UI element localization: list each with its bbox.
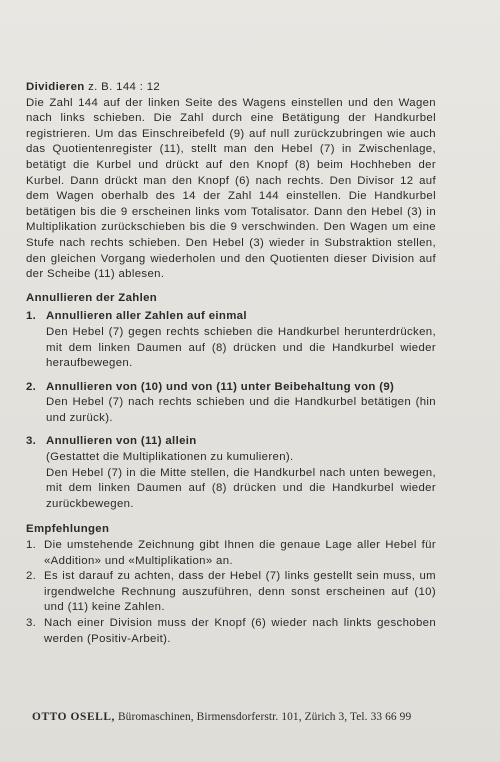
recommend-item-text: Die umstehende Zeichnung gibt Ihnen die genaue Lage aller Hebel für «Addition» und «Multiplikation» an. — [44, 539, 436, 567]
recommend-item — [26, 538, 436, 569]
divide-example: z. B. 144 : 12 — [88, 81, 161, 93]
recommend-item-number: 3. — [26, 617, 37, 629]
annul-item-body — [46, 434, 436, 512]
section-divide — [26, 80, 436, 283]
divide-text: Die Zahl 144 auf der linken Seite des Wagens einstellen und den Wagen nach links schieben. Die Zahl durch eine Betätigung der Handkurbel registrieren. Um das Einschreibefeld (9) auf null zurückzubringen wie auch das Quotientenregister (11), stellt man den Hebel (7) in Zwischenlage, betätigt die Kurbel und drückt auf den Knopf (8) beim Hochheben der Kurbel. Dann drückt man den Knopf (6) nach rechts. Den Divisor 12 auf dem Wagen oberhalb des 14 der Zahl 144 einstellen. Die Handkurbel betätigen bis die 9 erscheinen links vom Totalisator. Dann den Hebel (3) in Multiplikation zurückschieben bis die 9 verschwinden. Den Wagen um eine Stufe nach rechts schieben. Den Hebel (3) wieder in Substraktion stellen, den gleichen Vorgang wiederholen und den Quotienten dieser Division auf der Scheibe (11) ablesen. — [26, 96, 436, 281]
recommend-item — [26, 616, 436, 647]
annul-item-body — [46, 380, 436, 427]
section-annul — [26, 291, 436, 513]
annul-item-title: Annullieren von (11) allein — [46, 435, 197, 448]
annul-item — [26, 309, 436, 371]
annul-item-body — [46, 309, 436, 371]
annul-item — [26, 434, 436, 512]
divide-paragraph — [26, 80, 436, 283]
recommend-item-number: 2. — [26, 570, 37, 583]
annul-item-number: 1. — [26, 310, 37, 323]
footer-address: Büromaschinen, Birmensdorferstr. 101, Zürich 3, Tel. 33 66 99 — [115, 711, 412, 723]
annul-item-number: 2. — [26, 380, 37, 393]
recommend-item-text: Es ist darauf zu achten, dass der Hebel (7) links gestellt sein muss, um irgendwelche Rechnung auszuführen, denn sonst erscheinen auf (10) und (11) keine Zahlen. — [44, 570, 436, 614]
annul-item-text: Den Hebel (7) gegen rechts schieben die Handkurbel herunterdrücken, mit dem linken Daumen auf (8) drücken und die Handkurbel wieder heraufbewegen. — [46, 325, 436, 370]
annul-item-title: Annullieren aller Zahlen auf einmal — [46, 310, 247, 323]
annul-list — [26, 309, 436, 512]
annul-item-text-2: Den Hebel (7) in die Mitte stellen, die Handkurbel nach unten bewegen, mit dem linken Daumen auf (8) drücken und die Handkurbel wieder zurückbewegen. — [46, 466, 436, 510]
annul-heading: Annullieren der Zahlen — [26, 291, 158, 304]
recommend-item — [26, 569, 436, 616]
recommend-item-number: 1. — [26, 539, 37, 552]
divide-heading: Dividieren — [26, 81, 85, 93]
annul-item-number: 3. — [26, 435, 37, 448]
recommend-list — [26, 538, 436, 647]
annul-item-title: Annullieren von (10) und von (11) unter Beibehaltung von (9) — [46, 380, 395, 393]
annul-item — [26, 380, 436, 427]
annul-item-text: (Gestattet die Multiplikationen zu kumulieren). — [46, 451, 294, 464]
section-recommend — [26, 522, 436, 647]
document-body — [26, 80, 436, 647]
recommend-heading: Empfehlungen — [26, 523, 110, 536]
recommend-item-text: Nach einer Division muss der Knopf (6) wieder nach linkts geschoben werden (Positiv-Arbeit). — [44, 617, 436, 645]
footer-company-name: OTTO OSELL, — [32, 711, 115, 723]
annul-item-text: Den Hebel (7) nach rechts schieben und die Handkurbel betätigen (hin und zurück). — [46, 396, 436, 424]
footer-imprint — [32, 711, 452, 723]
